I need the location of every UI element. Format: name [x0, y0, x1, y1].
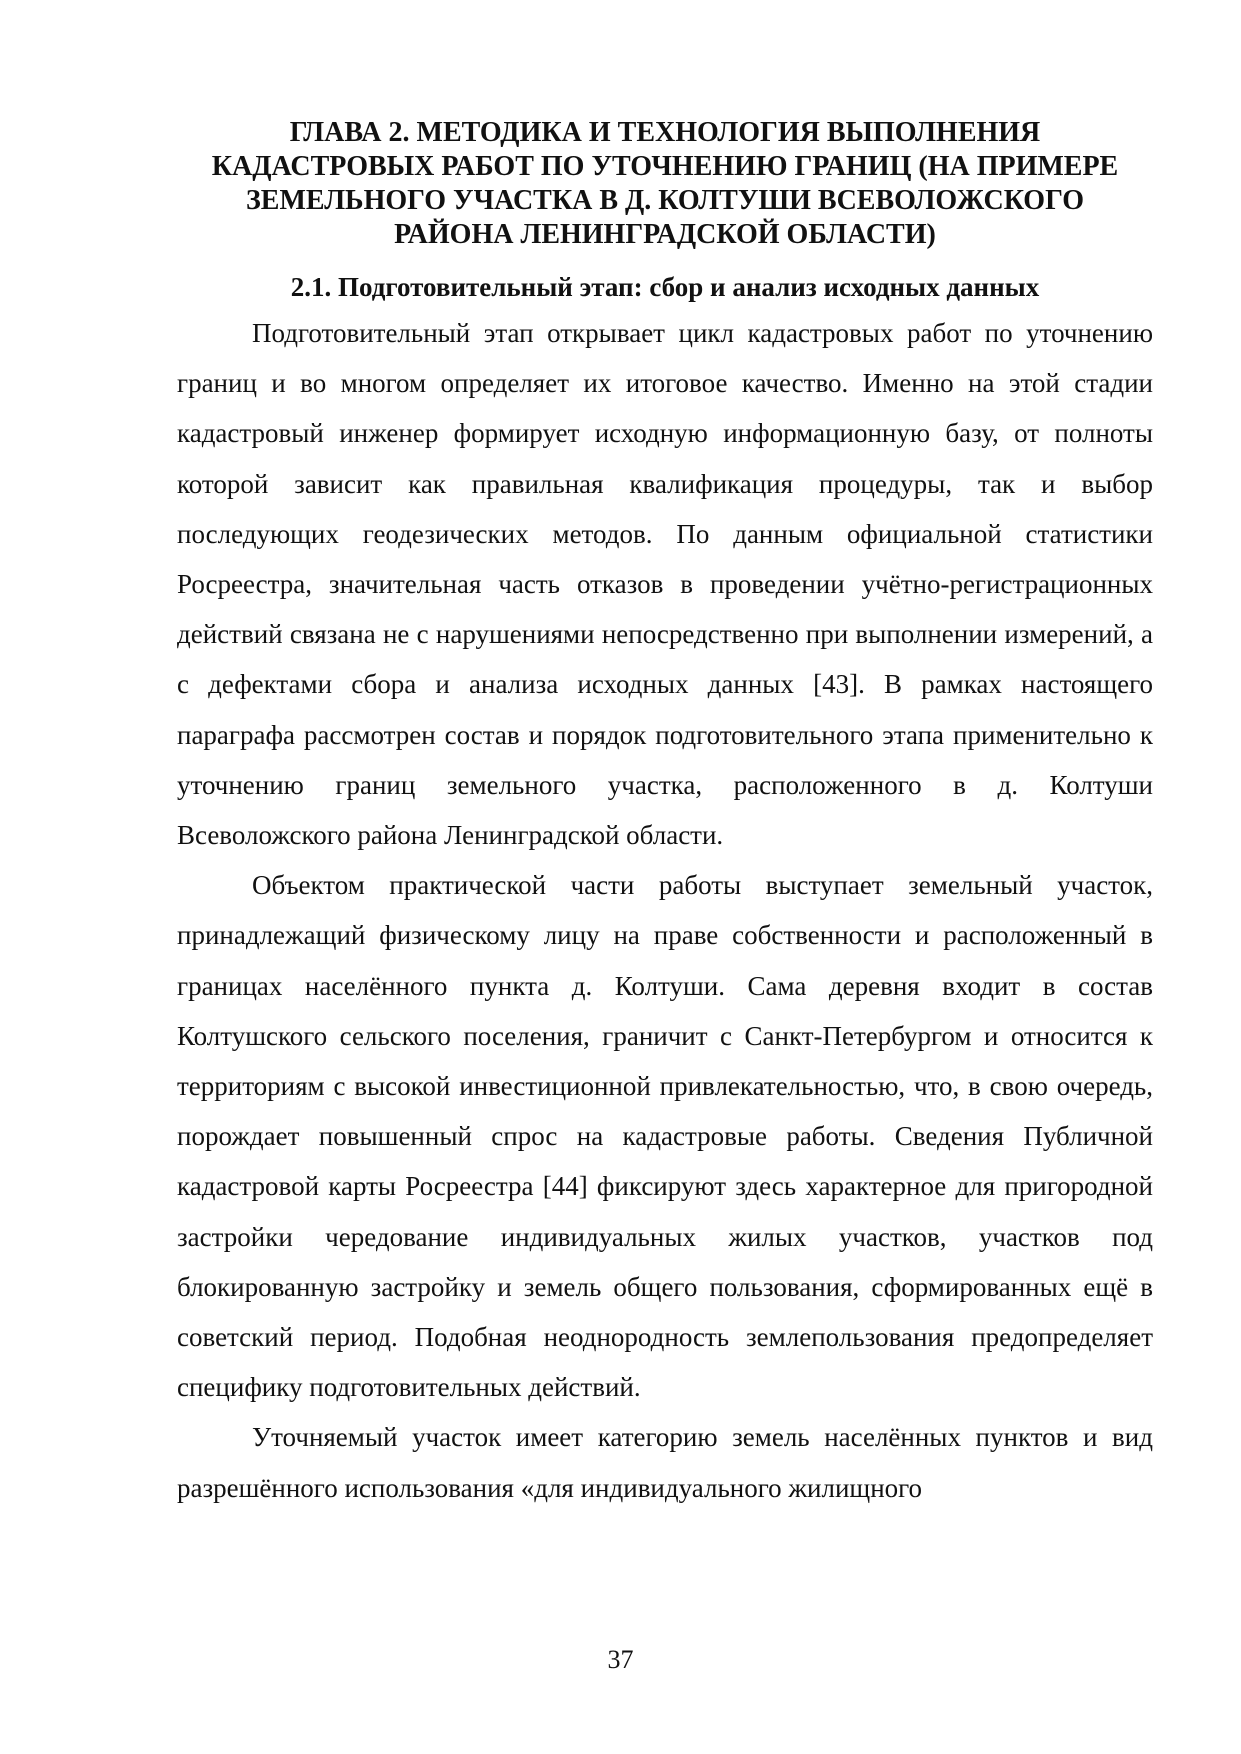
- page-number: 37: [607, 1645, 634, 1674]
- document-page: [177, 116, 1153, 1513]
- paragraph-2: Объектом практической части работы выступает земельный участок, принадлежащий физическому лицу на праве собственности и расположенный в границах населённого пункта д. Колтуши. Сама деревня входит в состав Колтушского сельского поселения, граничит с Санкт-Петербургом и относится к территориям с высокой инвестиционной привлекательностью, что, в свою очередь, порождает повышенный спрос на кадастровые работы. Сведения Публичной кадастровой карты Росреестра [44] фиксируют здесь характерное для пригородной застройки чередование индивидуальных жилых участков, участков под блокированную застройку и земель общего пользования, сформированных ещё в советский период. Подобная неоднородность землепользования предопределяет специфику подготовительных действий.: [177, 870, 1153, 1403]
- paragraph-3: Уточняемый участок имеет категорию земель населённых пунктов и вид разрешённого использования «для индивидуального жилищного: [177, 1422, 1153, 1503]
- chapter-title: ГЛАВА 2. МЕТОДИКА И ТЕХНОЛОГИЯ ВЫПОЛНЕНИЯ КАДАСТРОВЫХ РАБОТ ПО УТОЧНЕНИЮ ГРАНИЦ (НА ПРИМЕРЕ ЗЕМЕЛЬНОГО УЧАСТКА В Д. КОЛТУШИ ВСЕВОЛОЖСКОГО РАЙОНА ЛЕНИНГРАДСКОЙ ОБЛАСТИ): [211, 117, 1119, 250]
- section-title: 2.1. Подготовительный этап: сбор и анализ исходных данных: [290, 272, 1040, 302]
- paragraph-1: Подготовительный этап открывает цикл кадастровых работ по уточнению границ и во многом определяет их итоговое качество. Именно на этой стадии кадастровый инженер формирует исходную информационную базу, от полноты которой зависит как правильная квалификация процедуры, так и выбор последующих геодезических методов. По данным официальной статистики Росреестра, значительная часть отказов в проведении учётно-регистрационных действий связана не с нарушениями непосредственно при выполнении измерений, а с дефектами сбора и анализа исходных данных [43]. В рамках настоящего параграфа рассмотрен состав и порядок подготовительного этапа применительно к уточнению границ земельного участка, расположенного в д. Колтуши Всеволожского района Ленинградской области.: [177, 318, 1153, 851]
